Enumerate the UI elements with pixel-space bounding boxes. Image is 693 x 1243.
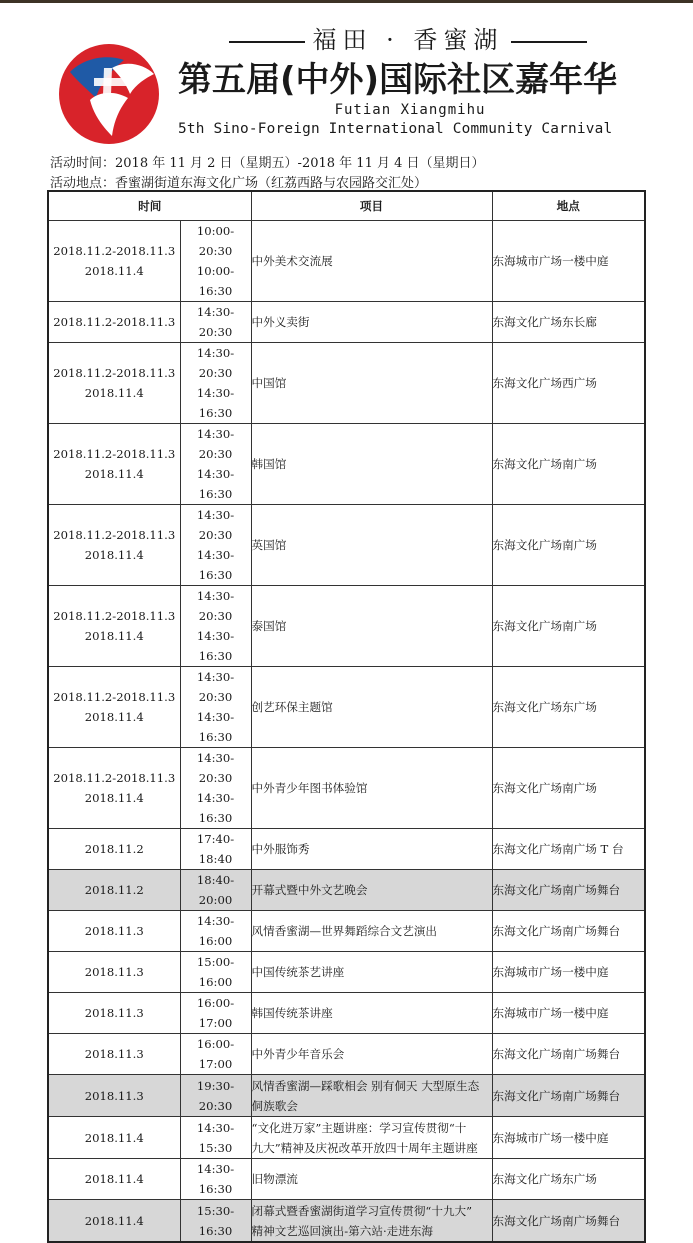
time-cell: [180, 911, 251, 952]
date-text: 2018.11.4: [84, 710, 144, 724]
date-cell: [48, 424, 180, 505]
item-text: 精神文艺巡回演出-第六站·走进东海: [251, 1223, 434, 1238]
time-cell: [180, 343, 251, 424]
time-text: 18:40-20:00: [196, 873, 235, 907]
time-text: 14:30-15:30: [196, 1120, 235, 1155]
time-cell: [180, 829, 251, 870]
time-cell: [180, 424, 251, 505]
date-cell: [48, 829, 180, 870]
time-text: 14:30-20:30: [196, 346, 235, 380]
place-cell: 东海文化广场南广场: [492, 505, 645, 586]
place-cell: 东海城市广场一楼中庭: [492, 221, 645, 302]
place-cell: 东海文化广场南广场舞台: [492, 1200, 645, 1243]
date-text: 2018.11.2-2018.11.3: [53, 315, 176, 329]
date-text: 2018.11.3: [84, 1047, 144, 1061]
time-text: 14:30-20:30: [196, 670, 235, 704]
date-cell: [48, 1075, 180, 1117]
time-cell: [180, 1034, 251, 1075]
place-cell: 东海城市广场一楼中庭: [492, 1117, 645, 1159]
carnival-logo-icon: [54, 38, 164, 146]
item-cell: 开幕式暨中外文艺晚会: [251, 870, 492, 911]
place-cell: 东海文化广场南广场: [492, 748, 645, 829]
time-text: 14:30-16:30: [196, 710, 235, 744]
header-place: 地点: [492, 191, 645, 221]
item-cell: 中国馆: [251, 343, 492, 424]
place-cell: 东海文化广场南广场: [492, 424, 645, 505]
subtitle: [178, 20, 638, 55]
date-text: 2018.11.2-2018.11.3: [53, 609, 176, 623]
time-cell: [180, 586, 251, 667]
date-text: 2018.11.4: [84, 1213, 144, 1228]
date-text: 2018.11.4: [84, 1130, 144, 1145]
item-cell: [251, 1117, 492, 1159]
place-cell: 东海文化广场东广场: [492, 1159, 645, 1200]
item-cell: 中国传统茶艺讲座: [251, 952, 492, 993]
item-cell: 旧物漂流: [251, 1159, 492, 1200]
table-row: [48, 343, 645, 424]
item-cell: 英国馆: [251, 505, 492, 586]
place-cell: 东海文化广场东广场: [492, 667, 645, 748]
table-row: [48, 667, 645, 748]
item-text: 风情香蜜湖—踩歌相会 别有侗天 大型原生态: [251, 1078, 480, 1093]
time-text: 14:30-16:30: [196, 791, 235, 825]
time-cell: [180, 993, 251, 1034]
date-text: 2018.11.3: [84, 1006, 144, 1020]
time-text: 14:30-16:30: [196, 548, 235, 582]
table-row: [48, 1159, 645, 1200]
item-cell: 泰国馆: [251, 586, 492, 667]
item-cell: 中外美术交流展: [251, 221, 492, 302]
item-text: 侗族歌会: [251, 1098, 298, 1113]
item-cell: 中外服饰秀: [251, 829, 492, 870]
time-text: 14:30-20:30: [196, 508, 235, 542]
time-text: 10:00-20:30: [196, 224, 235, 258]
date-cell: [48, 1159, 180, 1200]
time-text: 14:30-20:30: [196, 305, 235, 339]
time-text: 15:30-16:30: [196, 1203, 235, 1238]
date-cell: [48, 302, 180, 343]
table-row: [48, 1200, 645, 1243]
time-cell: [180, 1159, 251, 1200]
date-text: 2018.11.3: [84, 1088, 144, 1103]
date-cell: [48, 667, 180, 748]
date-text: 2018.11.2: [84, 883, 144, 897]
item-cell: 中外义卖街: [251, 302, 492, 343]
item-cell: 创艺环保主题馆: [251, 667, 492, 748]
place-cell: 东海文化广场南广场舞台: [492, 911, 645, 952]
table-row: [48, 1117, 645, 1159]
event-time: 活动时间：2018 年 11 月 2 日（星期五）-2018 年 11 月 4 日（星期日）: [50, 156, 485, 171]
date-text: 2018.11.4: [84, 791, 144, 805]
table-row: [48, 993, 645, 1034]
table-row: [48, 302, 645, 343]
item-text: “文化进万家”主题讲座：学习宣传贯彻“十: [251, 1120, 467, 1135]
schedule-table: [47, 190, 646, 1243]
item-cell: 中外青少年音乐会: [251, 1034, 492, 1075]
schedule-rows: [48, 221, 645, 1243]
table-row: [48, 911, 645, 952]
event-place: 活动地点：香蜜湖街道东海文化广场（红荔西路与农园路交汇处）: [50, 176, 428, 191]
date-text: 2018.11.2-2018.11.3: [53, 528, 176, 542]
table-row: [48, 505, 645, 586]
table-row: [48, 1075, 645, 1117]
date-text: 2018.11.2: [84, 842, 144, 856]
item-cell: 韩国馆: [251, 424, 492, 505]
time-text: 14:30-16:00: [196, 914, 235, 948]
table-header-row: [48, 191, 645, 221]
time-cell: [180, 1117, 251, 1159]
table-row: [48, 870, 645, 911]
time-cell: [180, 302, 251, 343]
time-text: 14:30-16:30: [196, 467, 235, 501]
subtitle-left-rule: [229, 41, 305, 43]
date-text: 2018.11.4: [84, 467, 144, 481]
date-cell: [48, 505, 180, 586]
time-text: 14:30-16:30: [196, 386, 235, 420]
english-title: 5th Sino-Foreign International Community Carnival: [178, 121, 613, 137]
date-text: 2018.11.3: [84, 965, 144, 979]
time-text: 14:30-20:30: [196, 589, 235, 623]
table-row: [48, 952, 645, 993]
date-text: 2018.11.2-2018.11.3: [53, 771, 176, 785]
subtitle-right-rule: [511, 41, 587, 43]
item-cell: [251, 1200, 492, 1243]
time-cell: [180, 870, 251, 911]
date-text: 2018.11.4: [84, 548, 144, 562]
date-text: 2018.11.4: [84, 629, 144, 643]
time-cell: [180, 1075, 251, 1117]
table-row: [48, 748, 645, 829]
subtitle-text: 福田 · 香蜜湖: [312, 26, 504, 54]
date-text: 2018.11.2-2018.11.3: [53, 366, 176, 380]
time-text: 14:30-20:30: [196, 751, 235, 785]
time-text: 16:00-17:00: [196, 1037, 235, 1071]
table-row: [48, 586, 645, 667]
place-cell: 东海文化广场南广场舞台: [492, 1075, 645, 1117]
date-cell: [48, 1034, 180, 1075]
place-cell: 东海城市广场一楼中庭: [492, 952, 645, 993]
top-border: [0, 0, 693, 3]
item-cell: 韩国传统茶讲座: [251, 993, 492, 1034]
place-cell: 东海文化广场西广场: [492, 343, 645, 424]
time-text: 14:30-16:30: [196, 1162, 235, 1196]
date-cell: [48, 748, 180, 829]
item-text: 九大”精神及庆祝改革开放四十周年主题讲座: [251, 1140, 478, 1155]
date-text: 2018.11.3: [84, 924, 144, 938]
date-cell: [48, 343, 180, 424]
table-row: [48, 221, 645, 302]
item-cell: 风情香蜜湖—世界舞蹈综合文艺演出: [251, 911, 492, 952]
main-title: 第五届(中外)国际社区嘉年华: [178, 60, 618, 100]
time-cell: [180, 952, 251, 993]
table-row: [48, 424, 645, 505]
header-item: 项目: [251, 191, 492, 221]
item-cell: [251, 1075, 492, 1117]
time-cell: [180, 505, 251, 586]
date-text: 2018.11.2-2018.11.3: [53, 447, 176, 461]
place-cell: 东海文化广场南广场: [492, 586, 645, 667]
time-cell: [180, 1200, 251, 1243]
date-cell: [48, 870, 180, 911]
place-cell: 东海文化广场南广场舞台: [492, 1034, 645, 1075]
date-cell: [48, 586, 180, 667]
time-cell: [180, 221, 251, 302]
poster-header: [50, 18, 642, 146]
table-row: [48, 829, 645, 870]
date-cell: [48, 1117, 180, 1159]
date-text: 2018.11.2-2018.11.3: [53, 244, 176, 258]
time-text: 17:40-18:40: [196, 832, 235, 866]
item-text: 闭幕式暨香蜜湖街道学习宣传贯彻“十九大”: [251, 1203, 473, 1218]
date-cell: [48, 221, 180, 302]
date-cell: [48, 911, 180, 952]
date-cell: [48, 952, 180, 993]
pinyin-title: Futian Xiangmihu: [334, 102, 486, 118]
time-text: 14:30-16:30: [196, 629, 235, 663]
place-cell: 东海文化广场东长廊: [492, 302, 645, 343]
date-text: 2018.11.4: [84, 1172, 144, 1186]
date-cell: [48, 1200, 180, 1243]
time-cell: [180, 667, 251, 748]
time-text: 15:00-16:00: [196, 955, 235, 989]
header-time: 时间: [48, 191, 251, 221]
date-text: 2018.11.4: [84, 264, 144, 278]
date-text: 2018.11.2-2018.11.3: [53, 690, 176, 704]
time-text: 19:30-20:30: [196, 1078, 235, 1113]
time-cell: [180, 748, 251, 829]
time-text: 14:30-20:30: [196, 427, 235, 461]
place-cell: 东海城市广场一楼中庭: [492, 993, 645, 1034]
table-row: [48, 1034, 645, 1075]
place-cell: 东海文化广场南广场舞台: [492, 870, 645, 911]
item-cell: 中外青少年图书体验馆: [251, 748, 492, 829]
time-text: 16:00-17:00: [196, 996, 235, 1030]
place-cell: 东海文化广场南广场 T 台: [492, 829, 645, 870]
date-text: 2018.11.4: [84, 386, 144, 400]
time-text: 10:00-16:30: [196, 264, 235, 298]
date-cell: [48, 993, 180, 1034]
